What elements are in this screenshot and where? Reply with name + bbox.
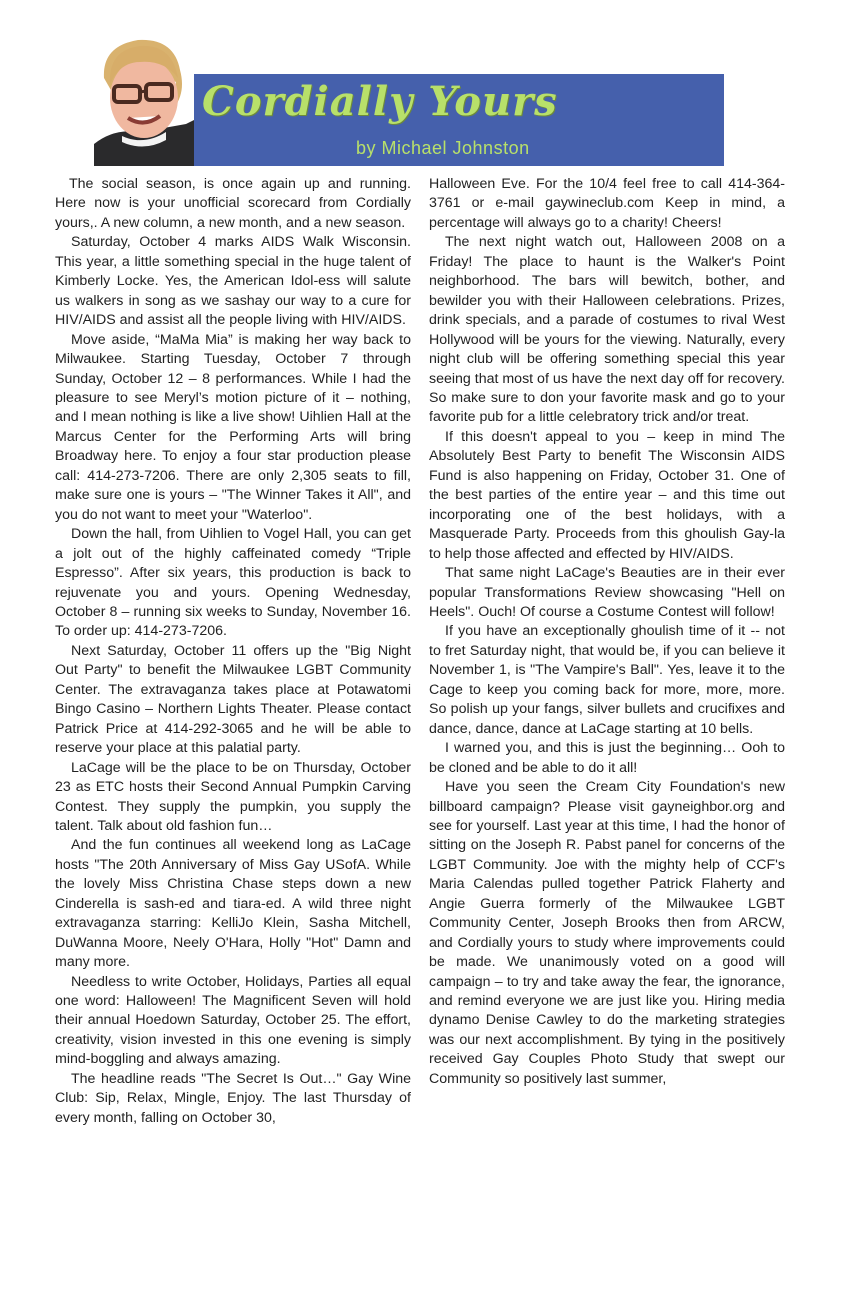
paragraph: Needless to write October, Holidays, Parties all equal one word: Halloween! The Magnificent Seven will hold their annual Hoedown Saturday, October 25. The effort, creativity, vision invested in this one evening is simply mind-boggling and always amazing. — [55, 973, 411, 1068]
column-title: Cordially Yours — [202, 78, 558, 125]
column-header-banner — [94, 32, 724, 168]
left-column — [55, 175, 411, 1128]
paragraph: The next night watch out, Halloween 2008 on a Friday! The place to haunt is the Walker's Point neighborhood. The bars will bewitch, bother, and bewilder you with their Halloween celebrations. Prizes, drink specials, and a parade of costumes to rival West Hollywood will be yours for the viewing. Naturally, every night club will be offering something special this year seeing that most of us have the next day off for recovery. So make sure to don your favorite mask and go to your favorite pub for a little celebratory trick and/or treat. — [429, 234, 785, 426]
paragraph: If you have an exceptionally ghoulish time of it -- not to fret Saturday night, that would be, if you can believe it November 1, is "The Vampire's Ball". Yes, leave it to the Cage to keep you coming back for more, more, more. So polish up your fangs, silver bullets and crucifixes and dance, dance, dance at LaCage starting at 10 bells. — [429, 623, 785, 737]
author-photo — [94, 32, 194, 166]
paragraph: Halloween Eve. For the 10/4 feel free to call 414-364-3761 or e-mail gaywineclub.com Keep in mind, a percentage will always go to a charity! Cheers! — [429, 176, 785, 231]
paragraph: If this doesn't appeal to you – keep in mind The Absolutely Best Party to benefit The Wisconsin AIDS Fund is also happening on Friday, October 31. One of the best parties of the entire year – and this time out incorporating one of the best holidays, with a Masquerade Party. Proceeds from this ghoulish Gay-la to help those affected and effected by HIV/AIDS. — [429, 428, 785, 562]
right-column — [429, 175, 785, 1089]
paragraph: The headline reads "The Secret Is Out…" Gay Wine Club: Sip, Relax, Mingle, Enjoy. The last Thursday of every month, falling on October 30, — [55, 1070, 411, 1126]
paragraph: Next Saturday, October 11 offers up the "Big Night Out Party" to benefit the Milwaukee LGBT Community Center. The extravaganza takes place at Potawatomi Bingo Casino – Northern Lights Theater. Please contact Patrick Price at 414-292-3065 and he will be able to reserve your place at this palatial party. — [55, 642, 411, 757]
paragraph: And the fun continues all weekend long as LaCage hosts "The 20th Anniversary of Miss Gay USofA. While the lovely Miss Christina Chase steps down a new Cinderella is sash-ed and tiara-ed. A wild three night extravaganza starring: KelliJo Klein, Sasha Mitchell, DuWanna Moore, Neely O'Hara, Holly "Hot" Damn and many more. — [55, 837, 411, 971]
paragraph: Down the hall, from Uihlien to Vogel Hall, you can get a jolt out of the highly caffeinated comedy “Triple Espresso”. After six years, this production is back to rejuvenate you and yours. Opening Wednesday, October 8 – running six weeks to Sunday, November 16. To order up: 414-273-7206. — [55, 526, 411, 640]
author-portrait-icon — [94, 32, 194, 166]
author-byline: by Michael Johnston — [356, 138, 530, 158]
paragraph: Move aside, “MaMa Mia” is making her way back to Milwaukee. Starting Tuesday, October 7 through Sunday, October 12 – 8 performances. While I had the pleasure to see Meryl’s motion picture of it – nothing, and I mean nothing is like a live show! Uihlien Hall at the Marcus Center for the Performing Arts will bring Broadway here. To enjoy a four star production please call: 414-273-7206. There are only 2,305 seats to fill, make sure one is yours – "The Winner Takes it All", and you do not want to meet your "Waterloo". — [55, 331, 411, 523]
paragraph: Saturday, October 4 marks AIDS Walk Wisconsin. This year, a little something special in the huge talent of Kimberly Locke. Yes, the American Idol-ess will salute us walkers in song as we sashay our way to a cure for HIV/AIDS and assist all the people living with HIV/AIDS. — [55, 234, 411, 329]
paragraph: I warned you, and this is just the beginning… Ooh to be cloned and be able to do it all! — [429, 740, 785, 776]
paragraph: Have you seen the Cream City Foundation's new billboard campaign? Please visit gayneighbor.org and see for yourself. Last year at this time, I had the honor of sitting on the Joseph R. Pabst panel for concerns of the LGBT Community. Joe with the mighty help of CCF's Maria Calendas pulled together Patrick Flaherty and Angie Guerra formerly of the Milwaukee LGBT Community Center, Joseph Brooks then from ARCW, and Cordially yours to study where improvements could be made. We unanimously voted on a good will campaign – to try and take away the fear, the ignorance, and remind everyone we are just like you. Hiring media dynamo Denise Cawley to do the marketing strategies was our next accomplishment. By tying in the positively received Gay Couples Photo Study that swept our Community so positively last summer, — [429, 779, 785, 1087]
paragraph: LaCage will be the place to be on Thursday, October 23 as ETC hosts their Second Annual Pumpkin Carving Contest. They supply the pumpkin, you supply the talent. Talk about old fashion fun… — [55, 759, 411, 834]
paragraph: That same night LaCage's Beauties are in their ever popular Transformations Review showcasing "Hell on Heels". Ouch! Of course a Costume Contest will follow! — [429, 565, 785, 620]
paragraph: The social season, is once again up and running. Here now is your unofficial scorecard from Cordially yours,. A new column, a new month, and a new season. — [55, 176, 411, 231]
